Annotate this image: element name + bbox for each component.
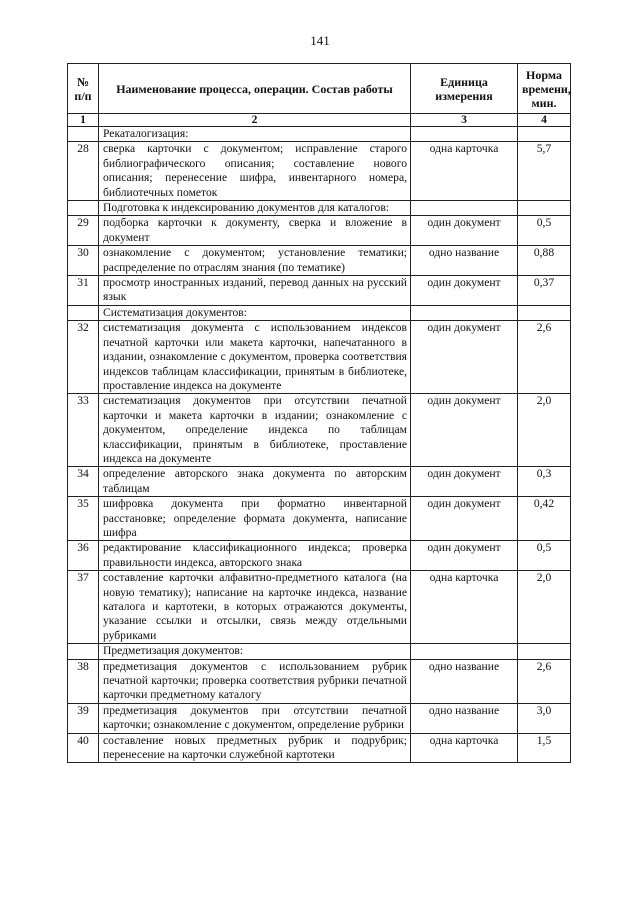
table-row xyxy=(68,216,571,246)
table-row xyxy=(68,321,571,394)
section-row xyxy=(68,127,571,142)
empty-cell xyxy=(68,644,99,659)
operation-description: составление карточки алфавитно-предметного каталога (на новую тематику); написание на карточке индекса, название каталога и картотеки, в которых отражаются документы, указание ссылки и отсылки, связь между отдельными рубриками xyxy=(99,571,411,644)
unit-of-measure: один документ xyxy=(411,394,518,467)
unit-of-measure: одно название xyxy=(411,246,518,276)
column-number: 2 xyxy=(99,114,411,127)
empty-cell xyxy=(411,201,518,216)
table-row xyxy=(68,733,571,763)
unit-of-measure: один документ xyxy=(411,216,518,246)
table-body xyxy=(68,127,571,763)
unit-of-measure: один документ xyxy=(411,497,518,541)
section-title: Подготовка к индексированию документов для каталогов: xyxy=(99,201,411,216)
row-number: 40 xyxy=(68,733,99,763)
column-number: 3 xyxy=(411,114,518,127)
unit-of-measure: один документ xyxy=(411,321,518,394)
unit-of-measure: одна карточка xyxy=(411,571,518,644)
table-row xyxy=(68,394,571,467)
time-norm: 0,88 xyxy=(518,246,571,276)
empty-cell xyxy=(518,201,571,216)
empty-cell xyxy=(518,127,571,142)
operation-description: определение авторского знака документа по авторским таблицам xyxy=(99,467,411,497)
operation-description: шифровка документа при форматно инвентарной расстановке; определение формата документа, написание шифра xyxy=(99,497,411,541)
empty-cell xyxy=(411,305,518,320)
row-number: 32 xyxy=(68,321,99,394)
unit-of-measure: один документ xyxy=(411,276,518,306)
operation-description: предметизация документов при отсутствии печатной карточки; ознакомление с документом, определение рубрики xyxy=(99,703,411,733)
header-norm: Норма времени, мин. xyxy=(518,64,571,114)
time-norm: 0,42 xyxy=(518,497,571,541)
row-number: 33 xyxy=(68,394,99,467)
empty-cell xyxy=(68,201,99,216)
section-title: Рекаталогизация: xyxy=(99,127,411,142)
table-row xyxy=(68,541,571,571)
row-number: 28 xyxy=(68,142,99,201)
operation-description: сверка карточки с документом; исправление старого библиографического описания; составление нового описания; перенесение шифра, инвентарного номера, библиотечных пометок xyxy=(99,142,411,201)
column-number-row xyxy=(68,114,571,127)
time-norm: 1,5 xyxy=(518,733,571,763)
time-norm: 2,6 xyxy=(518,659,571,703)
table-row xyxy=(68,703,571,733)
table-row xyxy=(68,246,571,276)
operation-description: систематизация документа с использованием индексов печатной карточки или макета карточки, напечатанного в издании, ознакомление с документом, проверка соответствия индексов таблицам классификации, принятым в библиотеке, проставление индекса на документе xyxy=(99,321,411,394)
table-row xyxy=(68,467,571,497)
operation-description: предметизация документов с использованием рубрик печатной карточки; проверка соответствия рубрики печатной карточки предметному каталогу xyxy=(99,659,411,703)
operation-description: редактирование классификационного индекса; проверка правильности индекса, авторского знака xyxy=(99,541,411,571)
empty-cell xyxy=(518,644,571,659)
time-norms-table xyxy=(67,63,571,763)
operation-description: просмотр иностранных изданий, перевод данных на русский язык xyxy=(99,276,411,306)
time-norm: 2,0 xyxy=(518,394,571,467)
table-row xyxy=(68,571,571,644)
row-number: 31 xyxy=(68,276,99,306)
unit-of-measure: одна карточка xyxy=(411,733,518,763)
unit-of-measure: один документ xyxy=(411,541,518,571)
row-number: 39 xyxy=(68,703,99,733)
operation-description: систематизация документов при отсутствии печатной карточки и макета карточки в издании; ознакомление с документом, определение индекса по таблицам классификации, принятым в библиотеке, проставление индекса на документе xyxy=(99,394,411,467)
row-number: 34 xyxy=(68,467,99,497)
empty-cell xyxy=(411,127,518,142)
empty-cell xyxy=(68,305,99,320)
row-number: 29 xyxy=(68,216,99,246)
table-row xyxy=(68,142,571,201)
empty-cell xyxy=(518,305,571,320)
row-number: 35 xyxy=(68,497,99,541)
unit-of-measure: один документ xyxy=(411,467,518,497)
unit-of-measure: одно название xyxy=(411,659,518,703)
row-number: 30 xyxy=(68,246,99,276)
time-norm: 3,0 xyxy=(518,703,571,733)
time-norm: 0,37 xyxy=(518,276,571,306)
time-norm: 0,5 xyxy=(518,216,571,246)
unit-of-measure: одно название xyxy=(411,703,518,733)
time-norm: 0,5 xyxy=(518,541,571,571)
header-unit: Единица измерения xyxy=(411,64,518,114)
time-norm: 2,6 xyxy=(518,321,571,394)
section-row xyxy=(68,644,571,659)
header-num: № п/п xyxy=(68,64,99,114)
section-title: Предметизация документов: xyxy=(99,644,411,659)
time-norm: 2,0 xyxy=(518,571,571,644)
operation-description: ознакомление с документом; установление тематики; распределение по отраслям знания (по тематике) xyxy=(99,246,411,276)
column-number: 1 xyxy=(68,114,99,127)
row-number: 37 xyxy=(68,571,99,644)
empty-cell xyxy=(68,127,99,142)
page-number: 141 xyxy=(310,33,330,48)
table-row xyxy=(68,276,571,306)
section-row xyxy=(68,201,571,216)
section-title: Систематизация документов: xyxy=(99,305,411,320)
time-norm: 5,7 xyxy=(518,142,571,201)
section-row xyxy=(68,305,571,320)
table-row xyxy=(68,497,571,541)
operation-description: составление новых предметных рубрик и подрубрик; перенесение на карточки служебной картотеки xyxy=(99,733,411,763)
unit-of-measure: одна карточка xyxy=(411,142,518,201)
header-row xyxy=(68,64,571,114)
time-norm: 0,3 xyxy=(518,467,571,497)
row-number: 36 xyxy=(68,541,99,571)
row-number: 38 xyxy=(68,659,99,703)
operation-description: подборка карточки к документу, сверка и вложение в документ xyxy=(99,216,411,246)
header-name: Наименование процесса, операции. Состав работы xyxy=(99,64,411,114)
table-row xyxy=(68,659,571,703)
empty-cell xyxy=(411,644,518,659)
column-number: 4 xyxy=(518,114,571,127)
